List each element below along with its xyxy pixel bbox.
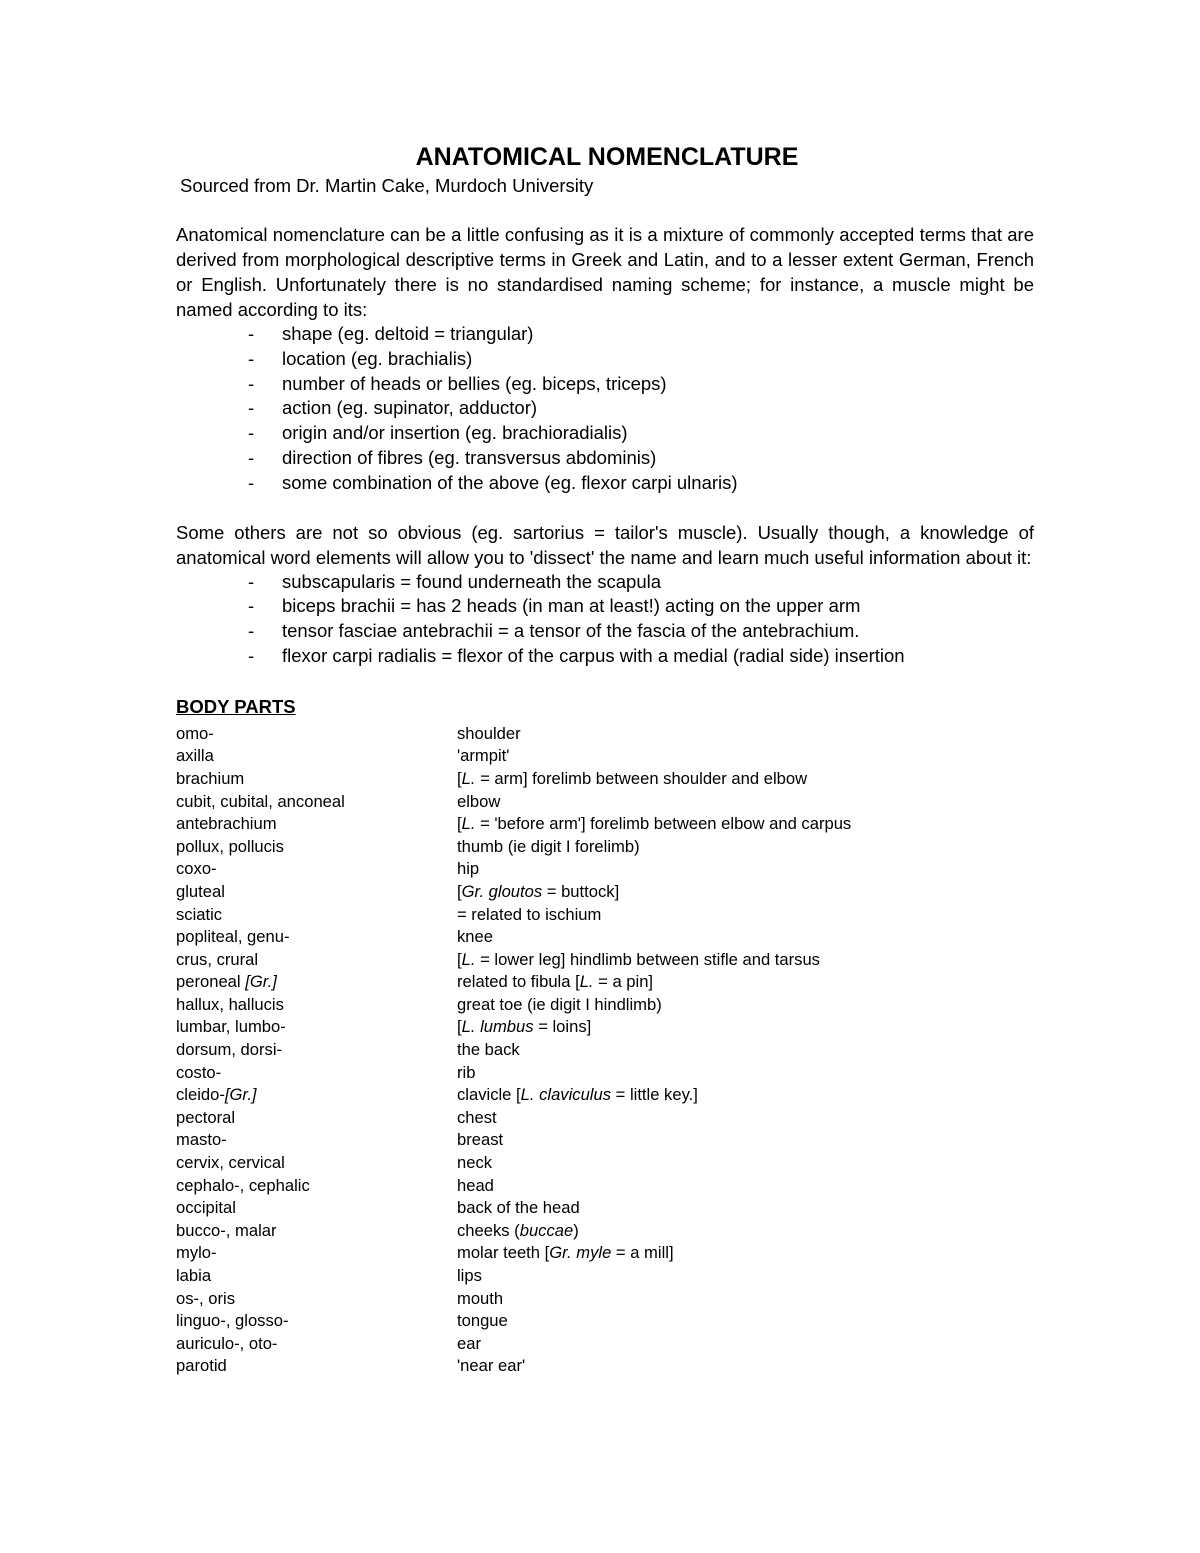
criteria-item — [176, 421, 1034, 446]
table-row — [176, 1220, 1034, 1243]
table-row — [176, 1242, 1034, 1265]
criteria-item-text: direction of fibres (eg. transversus abdominis) — [282, 446, 657, 468]
definition-cell: ear — [457, 1333, 481, 1353]
definition-cell: thumb (ie digit I forelimb) — [457, 836, 640, 856]
definition-cell: 'near ear' — [457, 1356, 526, 1376]
term-cell: cervix, cervical — [176, 1153, 285, 1173]
table-row — [176, 768, 1034, 791]
definition-cell: shoulder — [457, 723, 521, 743]
example-item — [176, 619, 1034, 644]
term-cell: os-, oris — [176, 1288, 236, 1308]
table-row — [176, 1107, 1034, 1130]
definition-cell: hip — [457, 859, 480, 879]
bullet-dash: - — [248, 644, 255, 666]
definition-cell: mouth — [457, 1288, 504, 1308]
definition-cell: head — [457, 1175, 494, 1195]
definition-cell: related to fibula [L. = a pin] — [457, 972, 654, 992]
table-row — [176, 1310, 1034, 1333]
table-row — [176, 745, 1034, 768]
criteria-item-text: action (eg. supinator, adductor) — [282, 397, 538, 419]
term-cell: cubit, cubital, anconeal — [176, 791, 345, 811]
example-item-text: tensor fasciae antebrachii = a tensor of the fascia of the antebrachium. — [282, 620, 860, 642]
definition-cell: cheeks (buccae) — [457, 1220, 579, 1240]
table-row — [176, 949, 1034, 972]
example-item-text: subscapularis = found underneath the scapula — [282, 570, 662, 592]
bullet-dash: - — [248, 471, 255, 493]
naming-criteria-list — [176, 322, 1034, 496]
term-cell: dorsum, dorsi- — [176, 1040, 283, 1060]
definition-cell: elbow — [457, 791, 501, 811]
example-item — [176, 644, 1034, 669]
table-row — [176, 1265, 1034, 1288]
term-cell: pollux, pollucis — [176, 836, 284, 856]
table-row — [176, 791, 1034, 814]
definition-cell: = related to ischium — [457, 904, 602, 924]
bullet-dash: - — [248, 323, 255, 344]
bullet-dash: - — [248, 620, 255, 642]
term-cell: omo- — [176, 723, 214, 743]
table-row — [176, 1355, 1034, 1378]
term-cell: auriculo-, oto- — [176, 1333, 278, 1353]
table-row — [176, 858, 1034, 881]
example-item — [176, 570, 1034, 595]
bullet-dash: - — [248, 347, 255, 369]
definition-cell: [L. = 'before arm'] forelimb between elbow and carpus — [457, 814, 852, 834]
criteria-item-text: number of heads or bellies (eg. biceps, triceps) — [282, 372, 667, 394]
bullet-dash: - — [248, 595, 255, 617]
definition-cell: [L. = lower leg] hindlimb between stifle and tarsus — [457, 949, 820, 969]
bullet-dash: - — [248, 422, 255, 444]
term-cell: brachium — [176, 768, 245, 788]
second-paragraph: Some others are not so obvious (eg. sartorius = tailor's muscle). Usually though, a knowledge of anatomical word elements will allow you to 'dissect' the name and learn much useful information about it: — [176, 521, 1034, 568]
table-row — [176, 1129, 1034, 1152]
criteria-item — [176, 322, 1034, 347]
body-parts-table — [176, 723, 1034, 1378]
example-item-text: biceps brachii = has 2 heads (in man at least!) acting on the upper arm — [282, 595, 861, 617]
term-cell: peroneal [Gr.] — [176, 972, 277, 992]
definition-cell: the back — [457, 1040, 520, 1060]
source-attribution: Sourced from Dr. Martin Cake, Murdoch University — [180, 175, 594, 196]
table-row — [176, 1197, 1034, 1220]
term-cell: pectoral — [176, 1107, 236, 1127]
table-row — [176, 1288, 1034, 1311]
term-cell: parotid — [176, 1356, 227, 1376]
term-cell: linguo-, glosso- — [176, 1311, 289, 1331]
table-row — [176, 723, 1034, 746]
table-row — [176, 994, 1034, 1017]
criteria-item-text: origin and/or insertion (eg. brachioradialis) — [282, 422, 628, 444]
term-cell: crus, crural — [176, 949, 259, 969]
term-cell: costo- — [176, 1062, 222, 1082]
table-row — [176, 1016, 1034, 1039]
table-row — [176, 836, 1034, 859]
term-cell: occipital — [176, 1198, 236, 1218]
term-cell: cephalo-, cephalic — [176, 1175, 310, 1195]
definition-cell: breast — [457, 1130, 504, 1150]
table-row — [176, 1062, 1034, 1085]
term-cell: popliteal, genu- — [176, 927, 290, 947]
definition-cell: [Gr. gloutos = buttock] — [457, 881, 620, 901]
document-page — [176, 140, 1034, 1378]
bullet-dash: - — [248, 570, 255, 592]
table-row — [176, 1333, 1034, 1356]
definition-cell: tongue — [457, 1311, 508, 1331]
definition-cell: lips — [457, 1266, 482, 1286]
criteria-item — [176, 347, 1034, 372]
table-row — [176, 926, 1034, 949]
bullet-dash: - — [248, 446, 255, 468]
body-parts-heading: BODY PARTS — [176, 695, 296, 717]
term-cell: hallux, hallucis — [176, 994, 284, 1014]
definition-cell: [L. lumbus = loins] — [457, 1017, 592, 1037]
definition-cell: clavicle [L. claviculus = little key.] — [457, 1085, 698, 1105]
intro-paragraph: Anatomical nomenclature can be a little confusing as it is a mixture of commonly accepted terms that are derived from morphological descriptive terms in Greek and Latin, and to a lesser extent German, French or English. Unfortunately there is no standardised naming scheme; for instance, a muscle might be named according to its: — [176, 224, 1034, 320]
term-cell: cleido-[Gr.] — [176, 1085, 257, 1105]
document-title: ANATOMICAL NOMENCLATURE — [415, 143, 799, 171]
criteria-item — [176, 396, 1034, 421]
table-row — [176, 1039, 1034, 1062]
definition-cell: molar teeth [Gr. myle = a mill] — [457, 1243, 674, 1263]
criteria-item — [176, 372, 1034, 397]
examples-list — [176, 570, 1034, 669]
table-row — [176, 881, 1034, 904]
bullet-dash: - — [248, 397, 255, 419]
term-cell: coxo- — [176, 859, 217, 879]
example-item-text: flexor carpi radialis = flexor of the carpus with a medial (radial side) insertion — [282, 644, 905, 666]
definition-cell: great toe (ie digit I hindlimb) — [457, 994, 662, 1014]
term-cell: axilla — [176, 746, 214, 766]
term-cell: sciatic — [176, 904, 223, 924]
criteria-item — [176, 471, 1034, 496]
term-cell: masto- — [176, 1130, 227, 1150]
definition-cell: [L. = arm] forelimb between shoulder and elbow — [457, 768, 808, 788]
term-cell: mylo- — [176, 1243, 217, 1263]
bullet-dash: - — [248, 372, 255, 394]
table-row — [176, 1152, 1034, 1175]
criteria-item-text: location (eg. brachialis) — [282, 347, 473, 369]
example-item — [176, 594, 1034, 619]
term-cell: bucco-, malar — [176, 1220, 277, 1240]
definition-cell: knee — [457, 927, 493, 947]
term-cell: lumbar, lumbo- — [176, 1017, 286, 1037]
definition-cell: back of the head — [457, 1198, 580, 1218]
table-row — [176, 971, 1034, 994]
definition-cell: neck — [457, 1153, 493, 1173]
criteria-item-text: some combination of the above (eg. flexor carpi ulnaris) — [282, 471, 738, 493]
table-row — [176, 1084, 1034, 1107]
definition-cell: 'armpit' — [457, 746, 510, 766]
definition-cell: chest — [457, 1107, 497, 1127]
table-row — [176, 904, 1034, 927]
criteria-item-text: shape (eg. deltoid = triangular) — [282, 323, 534, 344]
term-cell: labia — [176, 1266, 212, 1286]
table-row — [176, 1175, 1034, 1198]
definition-cell: rib — [457, 1062, 476, 1082]
table-row — [176, 813, 1034, 836]
term-cell: gluteal — [176, 881, 225, 901]
term-cell: antebrachium — [176, 814, 277, 834]
criteria-item — [176, 446, 1034, 471]
